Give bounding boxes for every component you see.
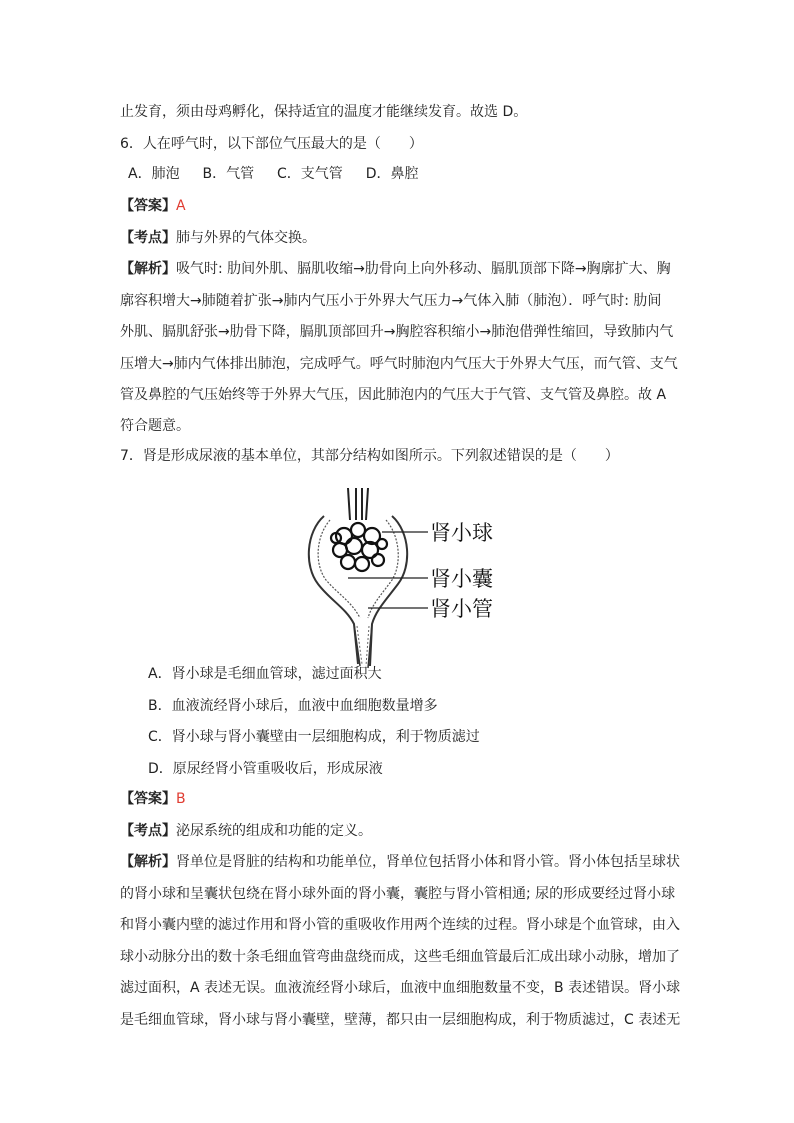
arteriole-vessels (348, 488, 368, 520)
q6-analysis-line (120, 259, 671, 279)
q7-option-c: C．肾小球与肾小囊壁由一层细胞构成，利于物质滤过 (148, 729, 480, 745)
tubule-walls (354, 624, 372, 668)
q6-analysis-text: 吸气时: 肋间外肌、膈肌收缩→肋骨向上向外移动、膈肌顶部下降→胸廓扩大、胸 (176, 261, 671, 277)
q7-question: 7．肾是形成尿液的基本单位，其部分结构如图所示。下列叙述错误的是（ ） (120, 448, 619, 464)
q6-answer-label: 【答案】 (120, 198, 176, 214)
q7-analysis-line: 球小动脉分出的数十条毛细血管弯曲盘绕而成，这些毛细血管最后汇成出球小动脉，增加了 (120, 949, 680, 965)
q6-answer-value: A (176, 198, 186, 214)
q7-option-b: B．血液流经肾小球后，血液中血细胞数量增多 (148, 698, 438, 714)
q6-analysis-line: 压增大→肺内气体排出肺泡，完成呼气。呼气时肺泡内气压大于外界大气压，而气管、支气 (120, 356, 678, 372)
q6-point-text: 肺与外界的气体交换。 (176, 230, 316, 246)
q7-analysis-text: 肾单位是肾脏的结构和功能单位，肾单位包括肾小体和肾小管。肾小体包括呈球状 (176, 854, 680, 870)
q7-analysis-line: 和肾小囊内壁的滤过作用和肾小管的重吸收作用两个连续的过程。肾小球是个血管球，由入 (120, 917, 680, 933)
label-glomerulus: 肾小球 (430, 521, 493, 545)
intro-line: 止发育，须由母鸡孵化，保持适宜的温度才能继续发育。故选 D。 (120, 104, 528, 120)
q6-analysis-line: 符合题意。 (120, 418, 190, 434)
q6-analysis-line: 管及鼻腔的气压始终等于外界大气压，因此肺泡内的气压大于气管、支气管及鼻腔。故 A (120, 387, 667, 403)
q6-option-c: C．支气管 (277, 166, 343, 182)
nephron-diagram (296, 484, 526, 674)
q7-analysis-label: 【解析】 (120, 854, 176, 870)
q7-analysis-line: 滤过面积，A 表述无误。血液流经肾小球后，血液中血细胞数量不变，B 表述错误。肾小球 (120, 980, 681, 996)
q6-analysis-line: 廓容积增大→肺随着扩张→肺内气压小于外界大气压力→气体入肺（肺泡）．呼气时: 肋间 (120, 293, 662, 309)
q6-answer (120, 196, 186, 216)
q6-analysis-label: 【解析】 (120, 261, 176, 277)
q7-option-a: A．肾小球是毛细血管球，滤过面积大 (148, 666, 382, 682)
q7-answer-value: B (176, 791, 186, 807)
q7-option-d: D．原尿经肾小管重吸收后，形成尿液 (148, 761, 383, 777)
q7-analysis-line (120, 852, 680, 872)
q7-point (120, 821, 372, 841)
q7-point-text: 泌尿系统的组成和功能的定义。 (176, 823, 372, 839)
label-capsule: 肾小囊 (430, 567, 493, 591)
nephron-figure (296, 484, 526, 674)
q7-answer-label: 【答案】 (120, 791, 176, 807)
q6-point (120, 228, 316, 248)
label-tubule: 肾小管 (430, 597, 493, 621)
q6-analysis-line: 外肌、膈肌舒张→肋骨下降，膈肌顶部回升→胸腔容积缩小→肺泡借弹性缩回，导致肺内气 (120, 324, 674, 340)
q7-point-label: 【考点】 (120, 823, 176, 839)
q7-analysis-line: 的肾小球和呈囊状包绕在肾小球外面的肾小囊，囊腔与肾小管相通; 尿的形成要经过肾小球 (120, 886, 676, 902)
glomerulus-coil (331, 523, 387, 571)
q6-option-d: D．鼻腔 (365, 166, 419, 182)
q6-point-label: 【考点】 (120, 230, 176, 246)
q6-question: 6．人在呼气时，以下部位气压最大的是（ ） (120, 136, 423, 152)
q7-answer (120, 789, 186, 809)
capsule-outer-wall-right (370, 516, 407, 666)
q6-option-a: A．肺泡 (128, 166, 180, 182)
q7-analysis-line: 是毛细血管球，肾小球与肾小囊壁，壁薄，都只由一层细胞构成，利于物质滤过，C 表述无 (120, 1012, 681, 1028)
q6-options (128, 164, 418, 184)
q6-option-b: B．气管 (202, 166, 255, 182)
